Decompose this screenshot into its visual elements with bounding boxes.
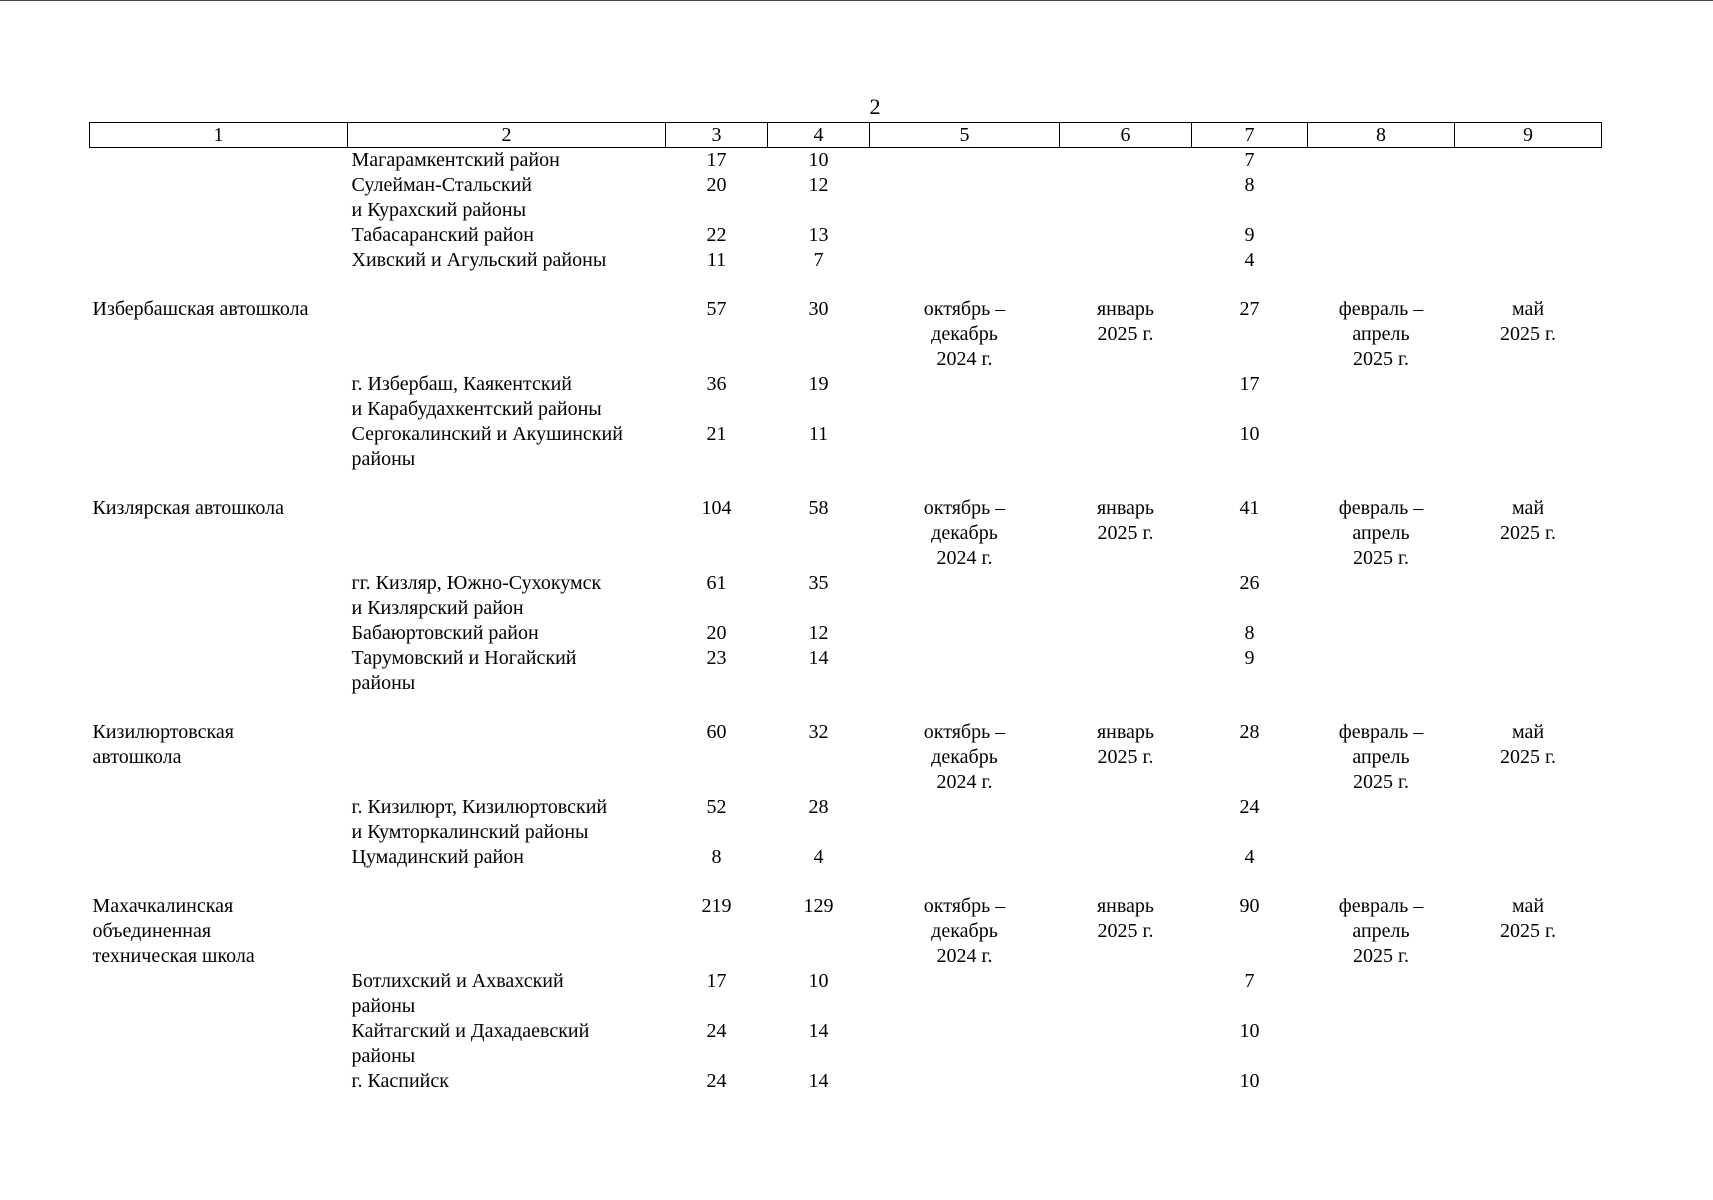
district-name: Тарумовский и Ногайский районы [351, 647, 577, 694]
district-cell-c8 [1308, 795, 1455, 845]
district-row [90, 1069, 1602, 1094]
district-cell-c6 [1060, 621, 1192, 646]
school-cell-c7: 41 [1239, 497, 1260, 519]
district-cell-c3: 20 [706, 174, 727, 196]
school-cell-c9: май 2025 г. [1500, 298, 1556, 345]
district-cell-c7: 8 [1244, 174, 1255, 196]
school-cell-c4: 30 [808, 298, 829, 320]
school-cell-c4: 58 [808, 497, 829, 519]
district-cell-c6 [1060, 372, 1192, 422]
district-cell-c7: 9 [1244, 224, 1255, 246]
district-cell-c7: 24 [1239, 796, 1260, 818]
school-cell-c6: январь 2025 г. [1096, 497, 1155, 544]
district-cell-c9 [1455, 223, 1602, 248]
district-cell-c5 [870, 173, 1060, 223]
column-number-header-row [90, 123, 1602, 148]
district-cell-c9 [1455, 795, 1602, 845]
district-name: г. Каспийск [351, 1070, 449, 1092]
district-cell-c3: 52 [706, 796, 727, 818]
district-name: г. Кизилюрт, Кизилюртовский и Кумторкалинский районы [351, 796, 608, 843]
district-name: Сулейман-Стальский и Курахский районы [351, 174, 532, 221]
school-district-empty [348, 870, 666, 969]
district-cell-c9 [1455, 621, 1602, 646]
district-name: Цумадинский район [351, 846, 524, 868]
district-cell-c4: 14 [808, 1070, 829, 1092]
district-row [90, 148, 1602, 174]
district-cell-c8 [1308, 571, 1455, 621]
district-cell-c6 [1060, 646, 1192, 696]
district-name: г. Избербаш, Каякентский и Карабудахкентский районы [351, 373, 602, 420]
district-cell-c4: 12 [808, 622, 829, 644]
school-name: Кизилюртовская автошкола [92, 721, 234, 768]
district-cell-c3: 24 [706, 1070, 727, 1092]
district-cell-c8 [1308, 173, 1455, 223]
column-header-8: 8 [1308, 123, 1455, 148]
school-row [90, 696, 1602, 795]
school-cell-c8: февраль – апрель 2025 г. [1338, 721, 1424, 793]
district-cell-c8 [1308, 845, 1455, 870]
column-header-5: 5 [870, 123, 1060, 148]
district-cell-c7: 26 [1239, 572, 1260, 594]
school-cell-c8: февраль – апрель 2025 г. [1338, 895, 1424, 967]
district-row [90, 248, 1602, 273]
district-cell-c3: 17 [706, 970, 727, 992]
district-row [90, 571, 1602, 621]
district-cell-c5 [870, 795, 1060, 845]
district-cell-c7: 8 [1244, 622, 1255, 644]
school-district-empty [348, 472, 666, 571]
district-cell-c6 [1060, 148, 1192, 174]
district-name: Хивский и Агульский районы [351, 249, 607, 271]
column-header-2: 2 [348, 123, 666, 148]
district-cell-c9 [1455, 571, 1602, 621]
district-school-empty [90, 845, 348, 870]
district-cell-c6 [1060, 1069, 1192, 1094]
schedule-sheet [89, 122, 1601, 1094]
district-name: гг. Кизляр, Южно-Сухокумск и Кизлярский район [351, 572, 602, 619]
school-cell-c6: январь 2025 г. [1096, 721, 1155, 768]
district-cell-c6 [1060, 845, 1192, 870]
district-cell-c6 [1060, 422, 1192, 472]
district-cell-c9 [1455, 969, 1602, 1019]
district-cell-c8 [1308, 148, 1455, 174]
school-cell-c8: февраль – апрель 2025 г. [1338, 298, 1424, 370]
school-row [90, 273, 1602, 372]
district-cell-c9 [1455, 372, 1602, 422]
district-row [90, 969, 1602, 1019]
district-cell-c9 [1455, 1069, 1602, 1094]
school-cell-c3: 57 [706, 298, 727, 320]
district-cell-c4: 35 [808, 572, 829, 594]
district-cell-c3: 24 [706, 1020, 727, 1042]
school-district-empty [348, 696, 666, 795]
district-name: Кайтагский и Дахадаевский районы [351, 1020, 590, 1067]
district-row [90, 845, 1602, 870]
district-cell-c5 [870, 223, 1060, 248]
district-cell-c6 [1060, 1019, 1192, 1069]
district-cell-c9 [1455, 422, 1602, 472]
school-cell-c5: октябрь – декабрь 2024 г. [923, 497, 1006, 569]
district-cell-c6 [1060, 223, 1192, 248]
school-cell-c6: январь 2025 г. [1096, 895, 1155, 942]
district-cell-c3: 61 [706, 572, 727, 594]
district-cell-c3: 36 [706, 373, 727, 395]
district-row [90, 223, 1602, 248]
district-cell-c8 [1308, 969, 1455, 1019]
column-header-3: 3 [666, 123, 768, 148]
district-cell-c8 [1308, 223, 1455, 248]
district-cell-c5 [870, 248, 1060, 273]
school-cell-c7: 90 [1239, 895, 1260, 917]
district-cell-c4: 14 [808, 647, 829, 669]
district-cell-c4: 10 [808, 149, 829, 171]
district-name: Магарамкентский район [351, 149, 560, 171]
district-cell-c8 [1308, 1019, 1455, 1069]
district-cell-c3: 21 [706, 423, 727, 445]
district-name: Бабаюртовский район [351, 622, 539, 644]
school-cell-c5: октябрь – декабрь 2024 г. [923, 298, 1006, 370]
district-cell-c5 [870, 646, 1060, 696]
district-cell-c7: 4 [1244, 846, 1255, 868]
school-cell-c4: 32 [808, 721, 829, 743]
district-school-empty [90, 148, 348, 174]
school-cell-c9: май 2025 г. [1500, 721, 1556, 768]
district-cell-c7: 7 [1244, 149, 1255, 171]
district-row [90, 795, 1602, 845]
district-cell-c3: 8 [711, 846, 722, 868]
column-header-1: 1 [90, 123, 348, 148]
district-cell-c7: 10 [1239, 423, 1260, 445]
school-cell-c4: 129 [803, 895, 834, 917]
district-cell-c5 [870, 571, 1060, 621]
district-cell-c7: 9 [1244, 647, 1255, 669]
school-cell-c3: 104 [701, 497, 732, 519]
district-school-empty [90, 223, 348, 248]
school-cell-c3: 219 [701, 895, 732, 917]
school-cell-c3: 60 [706, 721, 727, 743]
school-district-empty [348, 273, 666, 372]
district-cell-c9 [1455, 248, 1602, 273]
district-cell-c9 [1455, 845, 1602, 870]
school-cell-c7: 27 [1239, 298, 1260, 320]
district-school-empty [90, 248, 348, 273]
district-cell-c5 [870, 372, 1060, 422]
district-cell-c9 [1455, 148, 1602, 174]
school-name: Избербашская автошкола [92, 298, 309, 320]
district-cell-c8 [1308, 1069, 1455, 1094]
school-cell-c6: январь 2025 г. [1096, 298, 1155, 345]
district-cell-c4: 12 [808, 174, 829, 196]
district-cell-c8 [1308, 422, 1455, 472]
district-cell-c6 [1060, 248, 1192, 273]
district-cell-c3: 20 [706, 622, 727, 644]
district-school-empty [90, 621, 348, 646]
district-cell-c3: 11 [706, 249, 727, 271]
district-name: Табасаранский район [351, 224, 535, 246]
district-cell-c4: 14 [808, 1020, 829, 1042]
column-header-7: 7 [1192, 123, 1308, 148]
district-cell-c9 [1455, 1019, 1602, 1069]
district-row [90, 1019, 1602, 1069]
district-name: Сергокалинский и Акушинский районы [351, 423, 623, 470]
page-number: 2 [869, 94, 881, 119]
column-header-9: 9 [1455, 123, 1602, 148]
district-cell-c9 [1455, 173, 1602, 223]
district-cell-c7: 10 [1239, 1020, 1260, 1042]
school-cell-c5: октябрь – декабрь 2024 г. [923, 721, 1006, 793]
schedule-table [89, 122, 1602, 1094]
school-cell-c7: 28 [1239, 721, 1260, 743]
district-cell-c4: 4 [813, 846, 824, 868]
district-cell-c4: 10 [808, 970, 829, 992]
district-cell-c4: 19 [808, 373, 829, 395]
school-row [90, 870, 1602, 969]
school-cell-c9: май 2025 г. [1500, 497, 1556, 544]
district-cell-c4: 7 [813, 249, 824, 271]
district-school-empty [90, 372, 348, 422]
district-cell-c6 [1060, 571, 1192, 621]
district-cell-c5 [870, 1069, 1060, 1094]
district-row [90, 173, 1602, 223]
schedule-body [90, 148, 1602, 1095]
district-cell-c4: 11 [808, 423, 829, 445]
school-cell-c8: февраль – апрель 2025 г. [1338, 497, 1424, 569]
district-cell-c5 [870, 422, 1060, 472]
district-row [90, 621, 1602, 646]
district-cell-c4: 28 [808, 796, 829, 818]
district-cell-c9 [1455, 646, 1602, 696]
district-cell-c5 [870, 1019, 1060, 1069]
district-school-empty [90, 571, 348, 621]
school-row [90, 472, 1602, 571]
district-cell-c8 [1308, 646, 1455, 696]
district-cell-c6 [1060, 173, 1192, 223]
district-cell-c8 [1308, 372, 1455, 422]
district-cell-c7: 7 [1244, 970, 1255, 992]
district-cell-c5 [870, 148, 1060, 174]
district-school-empty [90, 969, 348, 1019]
school-cell-c5: октябрь – декабрь 2024 г. [923, 895, 1006, 967]
district-cell-c3: 22 [706, 224, 727, 246]
district-cell-c5 [870, 969, 1060, 1019]
district-school-empty [90, 646, 348, 696]
district-cell-c5 [870, 845, 1060, 870]
school-name: Махачкалинская объединенная техническая школа [92, 895, 255, 967]
district-cell-c7: 17 [1239, 373, 1260, 395]
district-row [90, 422, 1602, 472]
district-cell-c7: 10 [1239, 1070, 1260, 1092]
district-cell-c3: 23 [706, 647, 727, 669]
school-cell-c9: май 2025 г. [1500, 895, 1556, 942]
district-cell-c7: 4 [1244, 249, 1255, 271]
school-name: Кизлярская автошкола [92, 497, 284, 519]
district-cell-c8 [1308, 621, 1455, 646]
district-cell-c4: 13 [808, 224, 829, 246]
district-row [90, 372, 1602, 422]
district-school-empty [90, 422, 348, 472]
district-cell-c6 [1060, 795, 1192, 845]
district-cell-c6 [1060, 969, 1192, 1019]
district-cell-c5 [870, 621, 1060, 646]
column-header-6: 6 [1060, 123, 1192, 148]
page-top-rule [0, 0, 1713, 1]
district-cell-c8 [1308, 248, 1455, 273]
column-header-4: 4 [768, 123, 870, 148]
district-row [90, 646, 1602, 696]
district-school-empty [90, 1019, 348, 1069]
district-school-empty [90, 1069, 348, 1094]
district-cell-c3: 17 [706, 149, 727, 171]
district-school-empty [90, 795, 348, 845]
district-name: Ботлихский и Ахвахский районы [351, 970, 564, 1017]
district-school-empty [90, 173, 348, 223]
